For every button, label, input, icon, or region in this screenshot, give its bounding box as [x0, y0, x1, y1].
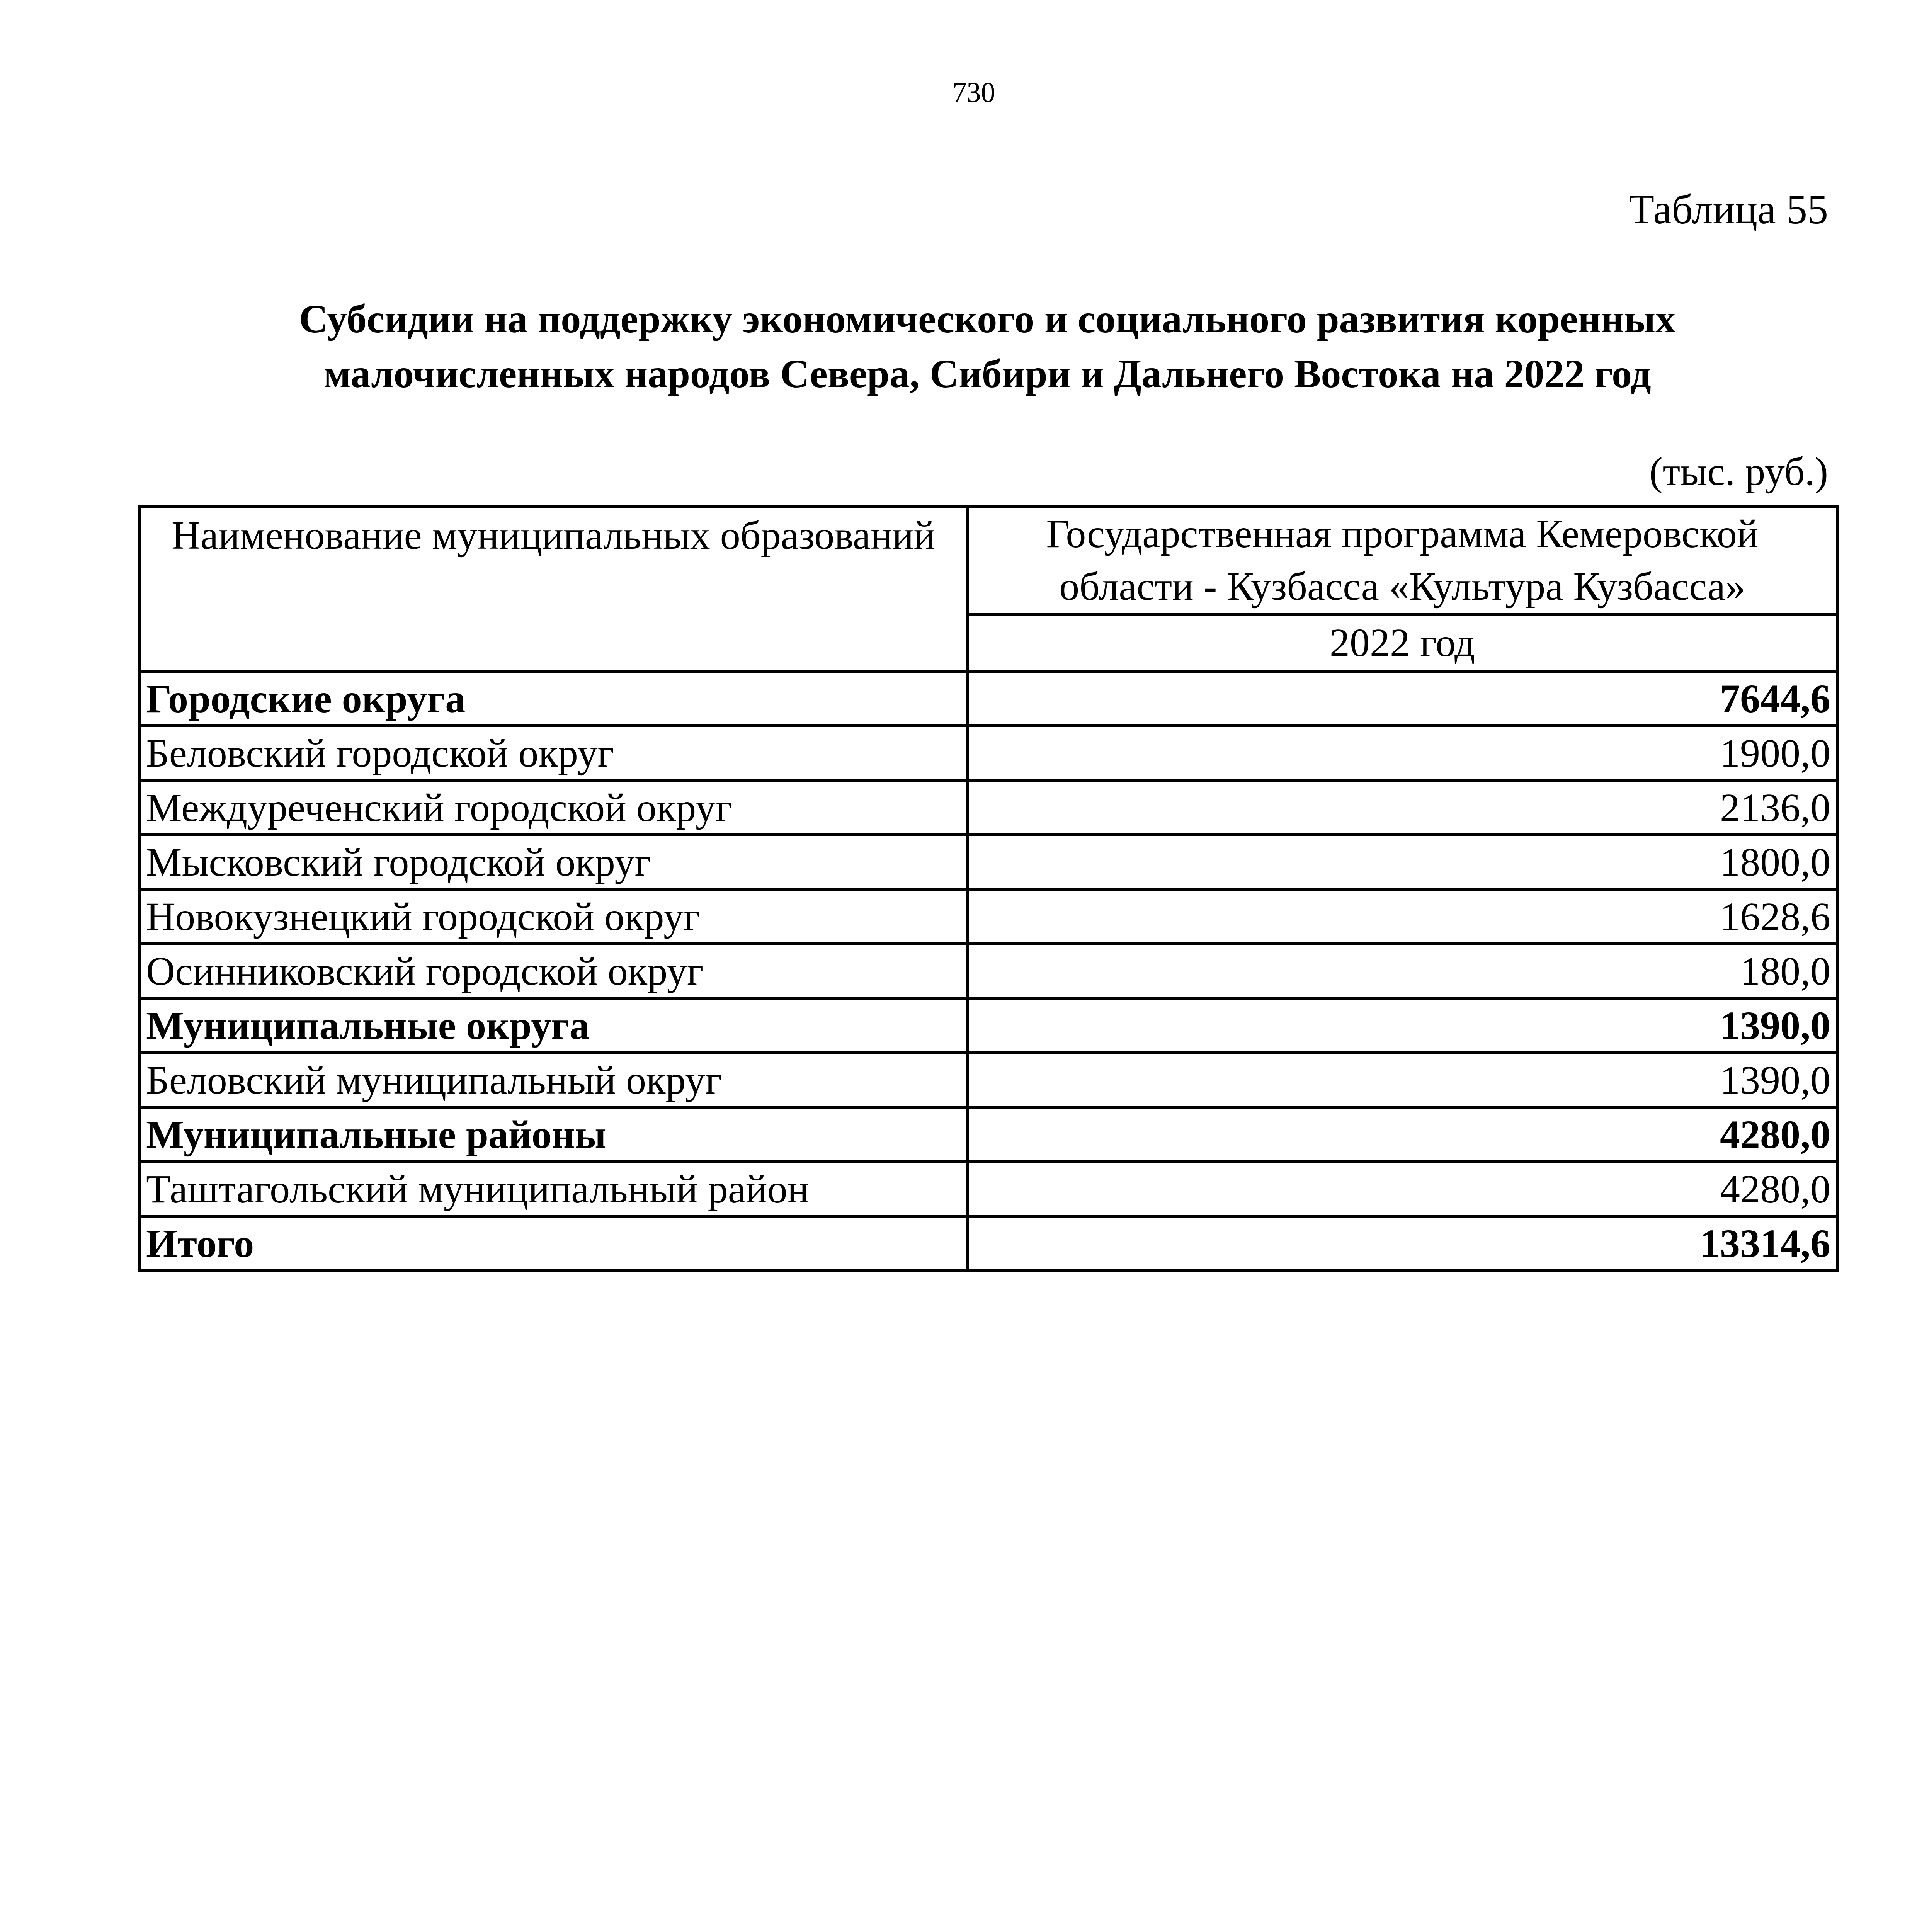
- page-number: 730: [952, 77, 995, 109]
- municipality-name-cell: Городские округа: [139, 672, 968, 726]
- table-row: [139, 889, 1837, 944]
- municipality-name-cell: Беловский муниципальный округ: [139, 1053, 968, 1107]
- table-number: Таблица 55: [1629, 187, 1828, 233]
- municipality-name-cell: Осинниковский городской округ: [139, 944, 968, 998]
- subsidy-value-cell: 4280,0: [968, 1162, 1837, 1216]
- header-program-line: Государственная программа Кемеровской: [1046, 512, 1759, 556]
- subsidy-value-cell: 1800,0: [968, 835, 1837, 889]
- table-group-row: [139, 672, 1837, 726]
- municipality-name-cell: Беловский городской округ: [139, 726, 968, 781]
- subsidy-value-cell: 13314,6: [968, 1216, 1837, 1271]
- table-row: [139, 835, 1837, 889]
- table-group-row: [139, 1216, 1837, 1271]
- table-header-row: [139, 507, 1837, 614]
- subsidy-value-cell: 1390,0: [968, 998, 1837, 1053]
- table-body: [139, 507, 1837, 1271]
- title-line: малочисленных народов Севера, Сибири и Дальнего Востока на 2022 год: [323, 352, 1651, 396]
- table-group-row: [139, 1107, 1837, 1162]
- header-year-cell: 2022 год: [968, 614, 1837, 672]
- units-label: (тыс. руб.): [1649, 449, 1828, 494]
- municipality-name-cell: Муниципальные округа: [139, 998, 968, 1053]
- subsidy-value-cell: 4280,0: [968, 1107, 1837, 1162]
- municipality-name-cell: Мысковский городской округ: [139, 835, 968, 889]
- title-line: Субсидии на поддержку экономического и социального развития коренных: [299, 297, 1676, 341]
- subsidies-table: [138, 505, 1839, 1272]
- subsidy-value-cell: 2136,0: [968, 781, 1837, 835]
- municipality-name-cell: Таштагольский муниципальный район: [139, 1162, 968, 1216]
- table-row: [139, 1162, 1837, 1216]
- municipality-name-cell: Итого: [139, 1216, 968, 1271]
- table-group-row: [139, 998, 1837, 1053]
- subsidy-value-cell: 180,0: [968, 944, 1837, 998]
- subsidy-value-cell: 7644,6: [968, 672, 1837, 726]
- table-row: [139, 781, 1837, 835]
- subsidy-value-cell: 1900,0: [968, 726, 1837, 781]
- header-program-line: области - Кузбасса «Культура Кузбасса»: [1059, 564, 1745, 609]
- table-row: [139, 1053, 1837, 1107]
- municipality-name-cell: Новокузнецкий городской округ: [139, 889, 968, 944]
- municipality-name-cell: Междуреченский городской округ: [139, 781, 968, 835]
- document-title: [128, 292, 1847, 401]
- table-row: [139, 944, 1837, 998]
- subsidy-value-cell: 1628,6: [968, 889, 1837, 944]
- header-name-cell: Наименование муниципальных образований: [139, 507, 968, 672]
- municipality-name-cell: Муниципальные районы: [139, 1107, 968, 1162]
- subsidy-value-cell: 1390,0: [968, 1053, 1837, 1107]
- header-program-cell: [968, 507, 1837, 614]
- table-row: [139, 726, 1837, 781]
